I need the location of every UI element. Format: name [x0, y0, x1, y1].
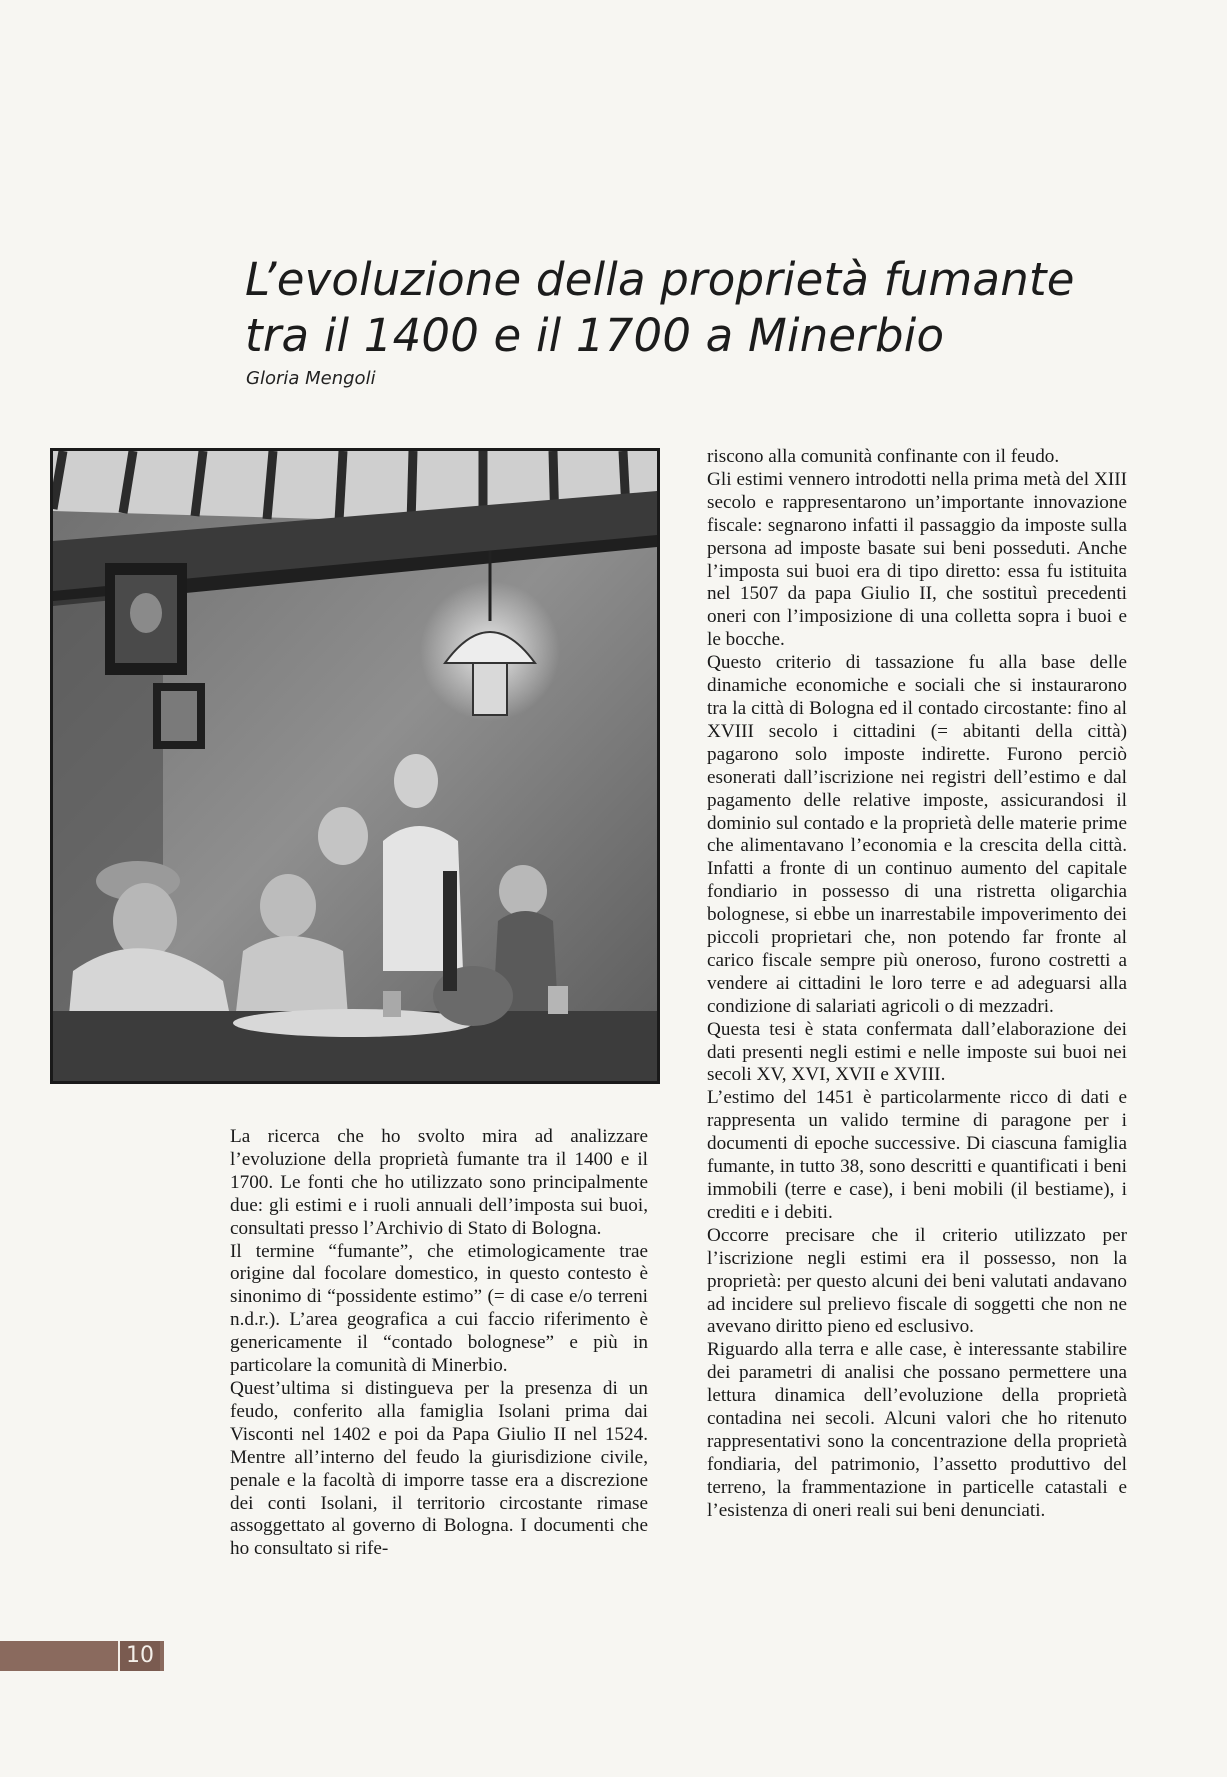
paragraph: Occorre precisare che il criterio utilizzato per l’iscrizione negli estimi era il possesso, non la proprietà: per questo alcuni dei beni valutati andavano ad incidere sul prelievo fiscale di soggetti che non ne avevano diritto pieno ed esclusivo. — [707, 1224, 1127, 1338]
paragraph: Riguardo alla terra e alle case, è interessante stabilire dei parametri di analisi che possano permettere una lettura dinamica dell’evoluzione della proprietà contadina nei secoli. Alcuni valori che ho ritenuto rappresentativi sono la concentrazione della proprietà fondiaria, del patrimonio, l’assetto produttivo del terreno, la frammentazione in particelle catastali e l’esistenza di oneri reali sui beni denunciati. — [707, 1339, 1127, 1521]
article-title — [245, 252, 1075, 364]
paragraph: La ricerca che ho svolto mira ad analizzare l’evoluzione della proprietà fumante tra il 1400 e il 1700. Le fonti che ho utilizzato sono principalmente due: gli estimi e i ruoli annuali dell’imposta sui buoi, consultati presso l’Archivio di Stato di Bologna. — [230, 1126, 648, 1239]
paragraph: Il termine “fumante”, che etimologicamente trae origine dal focolare domestico, in questo contesto è sinonimo di “possidente estimo” (= di case e/o terreni n.d.r.). L’area geografica a cui faccio riferimento è genericamente il “contado bolognese” e più in particolare la comunità di Minerbio. — [230, 1240, 648, 1377]
paragraph: Gli estimi vennero introdotti nella prima metà del XIII secolo e rappresentarono un’importante innovazione fiscale: segnarono infatti il passaggio da imposte sulla persona ad imposte basate sui beni posseduti. Anche l’imposta sui buoi era di tipo diretto: essa fu istituita nel 1507 da papa Giulio II, che sostituì precedenti oneri con l’imposizione di una colletta sopra i buoi e le bocche. — [707, 468, 1127, 651]
paragraph: riscono alla comunità confinante con il feudo. — [707, 446, 1060, 467]
photo-illustration — [53, 451, 657, 1081]
paragraph: Questa tesi è stata confermata dall’elaborazione dei dati presenti negli estimi e nelle imposte sui buoi nei secoli XV, XVI, XVII e XVIII. — [707, 1018, 1127, 1086]
family-at-table-photo — [50, 448, 660, 1084]
paragraph: Questo criterio di tassazione fu alla base delle dinamiche economiche e sociali che si instaurarono tra la città di Bologna ed il contado circostante: fino al XVIII secolo i cittadini (= abitanti della città) pagarono solo imposte indirette. Furono perciò esonerati dall’iscrizione nei registri dell’estimo e dal pagamento delle relative imposte, assicurandosi il dominio sul contado e la proprietà delle materie prime che alimentavano l’economia e la crescita della città. Infatti a fronte di un continuo aumento del capitale fondiario in possesso di una ristretta oligarchia bolognese, si ebbe un inarrestabile impoverimento dei piccoli proprietari che, non potendo far fronte al carico fiscale sempre più oneroso, furono costretti a vendere ai cittadini le loro terre e ad adeguarsi alla condizione di salariati agricoli o di mezzadri. — [707, 652, 1127, 1017]
paragraph: Quest’ultima si distingueva per la presenza di un feudo, conferito alla famiglia Isolani prima dai Visconti nel 1402 e poi da Papa Giulio II nel 1524. Mentre all’interno del feudo la giurisdizione civile, penale e la facoltà di imporre tasse era a discrezione dei conti Isolani, il territorio circostante rimase assoggettato al governo di Bologna. I documenti che ho consultato si rife- — [230, 1377, 648, 1560]
left-text-column — [230, 1126, 648, 1561]
paragraph: L’estimo del 1451 è particolarmente ricco di dati e rappresenta un valido termine di paragone per i documenti di epoche successive. Di ciascuna famiglia fumante, in tutto 38, sono descritti e quantificati i beni immobili (terre e case), i beni mobili (il bestiame), i crediti e i debiti. — [707, 1087, 1127, 1223]
article-title-line-2: tra il 1400 e il 1700 a Minerbio — [245, 309, 945, 362]
page-number: 10 — [118, 1641, 160, 1671]
article-author: Gloria Mengoli — [246, 368, 376, 389]
article-title-line-1: L’evoluzione della proprietà fumante — [245, 253, 1075, 306]
page-number-tab — [0, 1641, 164, 1671]
right-text-column — [707, 446, 1127, 1523]
